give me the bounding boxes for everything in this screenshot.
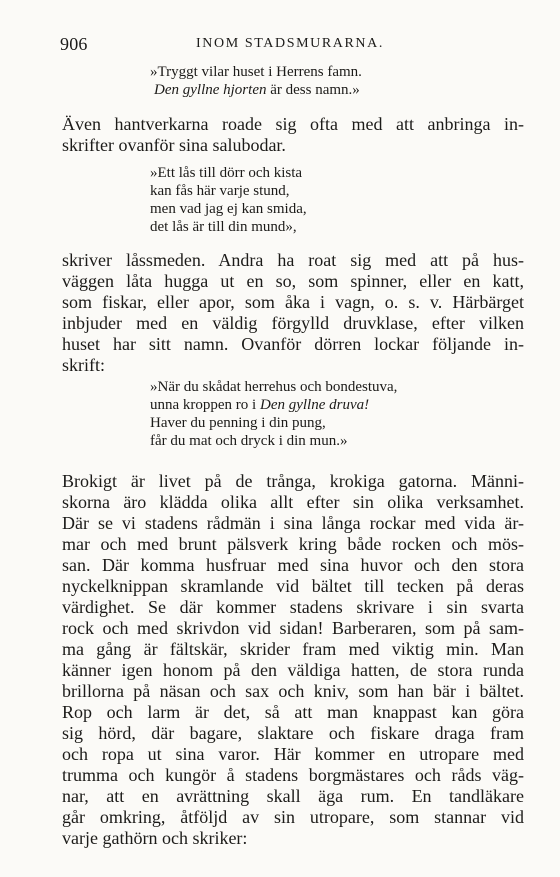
verse-line: kan fås här varje stund,: [150, 183, 290, 199]
page-number: 906: [60, 34, 88, 54]
verse-line-start: unna kroppen ro i: [150, 397, 260, 413]
paragraph-craftsmen: [62, 114, 524, 156]
text-line: Brokigt är livet på de trånga, krokiga gatorna. Männi-: [62, 471, 524, 491]
verse-line: »Ett lås till dörr och kista: [150, 165, 303, 181]
verse-line: det lås är till din mund»,: [150, 219, 297, 235]
text-line: värdighet. Se där kommer stadens skrivare i sin svarta: [62, 597, 524, 617]
page-header: [60, 34, 520, 58]
text-line: Rop och larm är det, så att man knappast kan göra: [62, 702, 524, 722]
verse-line: »När du skådat herrehus och bondestuva,: [150, 379, 398, 395]
text-line: rock och med skrivdon vid sidan! Barberaren, som på sam-: [62, 618, 524, 638]
text-line: ma gång är fältskär, skrider fram med viktig min. Man: [62, 639, 524, 659]
inscription-verse-druva: [150, 378, 510, 450]
verse-line: »Tryggt vilar huset i Herrens famn.: [150, 64, 362, 80]
text-line: väggen låta hugga ut en so, som spinner, eller en katt,: [62, 271, 524, 291]
verse-line: men vad jag ej kan smida,: [150, 201, 307, 217]
verse-line: Haver du penning i din pung,: [150, 415, 326, 431]
text-line: nyckelknippan skramlande vid bältet till tecken på deras: [62, 576, 524, 596]
text-line: varje gathörn och skriker:: [62, 828, 248, 848]
text-line: skorna äro klädda olika allt efter sin olika verksamhet.: [62, 492, 524, 512]
paragraph-street-life: [62, 471, 524, 849]
text-line: skrift:: [62, 355, 105, 375]
running-title: INOM STADSMURARNA.: [196, 36, 384, 51]
inn-name: Den gyllne druva!: [259, 397, 370, 413]
text-line: huset har sitt namn. Ovanför dörren lockar följande in-: [62, 334, 524, 354]
text-line: skrifter ovanför sina salubodar.: [62, 135, 286, 155]
text-line: sig hörd, där bagare, slaktare och fiskare draga fram: [62, 723, 524, 743]
verse-line: [150, 396, 510, 414]
text-line: och ropa ut sina varor. Här kommer en utropare med: [62, 744, 524, 764]
inscription-verse-hjorten: [150, 63, 510, 99]
text-line: mar och med brunt pälsverk kring både rocken och mös-: [62, 534, 524, 554]
text-line: brillorna på näsan och sax och kniv, som han bär i bältet.: [62, 681, 524, 701]
text-line: inbjuder med en väldig förgylld druvklase, efter vilken: [62, 313, 524, 333]
text-line: känner igen honom på den väldiga hatten, de stora runda: [62, 660, 524, 680]
text-line: som fiskar, eller apor, som åka i vagn, o. s. v. Härbärget: [62, 292, 524, 312]
text-line: går omkring, åtföljd av sin utropare, som stannar vid: [62, 807, 524, 827]
text-line: nar, att en avrättning skall äga rum. En tandläkare: [62, 786, 524, 806]
inn-name: Den gyllne hjorten: [154, 82, 267, 98]
verse-line: får du mat och dryck i din mun.»: [150, 433, 348, 449]
verse-line: [150, 81, 510, 99]
paragraph-house-signs: [62, 250, 524, 376]
text-line: Där se vi stadens rådmän i sina långa rockar med vida är-: [62, 513, 524, 533]
verse-line-rest: är dess namn.»: [266, 82, 360, 98]
inscription-verse-locksmith: [150, 164, 510, 236]
text-line: skriver låssmeden. Andra ha roat sig med att på hus-: [62, 250, 524, 270]
text-line: trumma och kungör å stadens borgmästares och råds väg-: [62, 765, 524, 785]
text-line: san. Där komma husfruar med sina huvor och den stora: [62, 555, 524, 575]
text-line: Även hantverkarna roade sig ofta med att anbringa in-: [62, 114, 524, 134]
